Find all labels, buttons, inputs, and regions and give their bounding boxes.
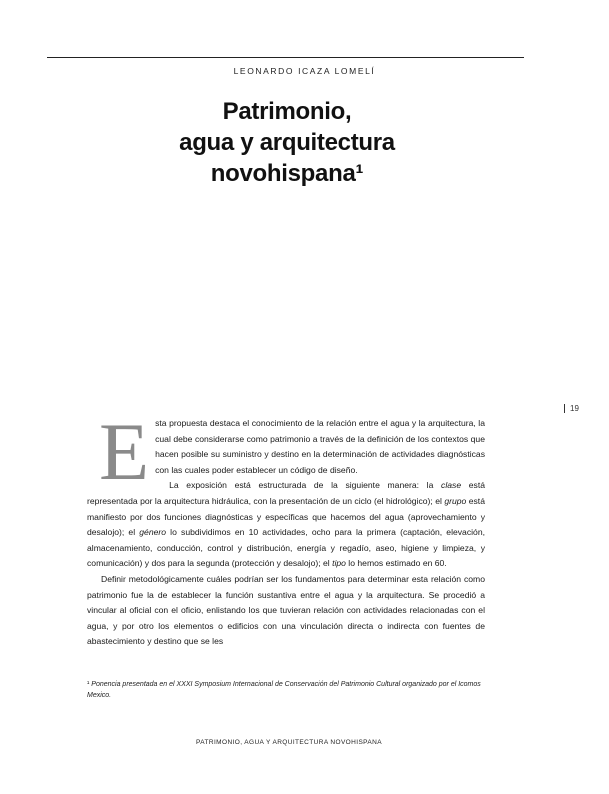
- footnote: [87, 679, 487, 701]
- paragraph-2-text-e: lo hemos estimado en 60.: [345, 558, 447, 569]
- term-grupo: grupo: [444, 495, 467, 506]
- footnote-text: Ponencia presentada en el XXXI Symposium Internacional de Conservación del Patrimonio Cultural organizado por el Icomos Mexico.: [87, 681, 481, 699]
- term-genero: género: [139, 527, 167, 538]
- article-body: [87, 406, 485, 650]
- author-name: LEONARDO ICAZA LOMELÍ: [233, 66, 376, 76]
- drop-cap: E: [99, 406, 150, 497]
- paragraph-2-text-a: La exposición está estructurada de la siguiente manera: la: [169, 480, 442, 491]
- term-clase: clase: [441, 480, 462, 491]
- term-tipo: tipo: [332, 558, 346, 569]
- running-footer: PATRIMONIO, AGUA Y ARQUITECTURA NOVOHISPANA: [196, 739, 382, 746]
- footnote-mark: ¹: [87, 681, 90, 688]
- article-title: [0, 96, 574, 189]
- paragraph-3: Definir metodológicamente cuáles podrían ser los fundamentos para determinar esta relación como patrimonio fue la de establecer la función sustantiva entre el agua y la arquitectura. Se procedió a vincular al oficial con el oficio, enlistando los que tuvieran relación con actividades relacionadas con el agua, y por otro los elementos o edificios con una vinculación directa o indirecta con fuentes de abastecimiento y destino que se les: [87, 573, 485, 647]
- title-line-3: novohispana¹: [210, 160, 364, 187]
- paragraph-1-text: sta propuesta destaca el conocimiento de la relación entre el agua y la arquitectura, la cual debe considerarse como patrimonio a través de la definición de los contextos que hacen posible su suministro y destino en la determinación de actividades diagnósticas con las cuales poder establecer un código de diseño.: [155, 418, 485, 475]
- paragraph-2-text-d: lo subdividimos en 10 actividades, ocho para la primera (captación, elevación, almacenamiento, conducción, control y distribución, energía y regadío, aseo, higiene y limpieza, y comunicación) y dos para la segunda (protección y desalojo); el: [87, 527, 485, 569]
- title-line-1: Patrimonio,: [222, 98, 352, 125]
- title-line-2: agua y arquitectura: [179, 129, 395, 156]
- paragraph-2-text-b: está representada por la arquitectura hidráulica, con la presentación de un ciclo (el hidrológico); el: [87, 480, 485, 506]
- page-number: 19: [564, 404, 579, 413]
- paragraph-2-text-c: está manifiesto por dos funciones diagnósticas y específicas que hacemos del agua (aprovechamiento y desalojo); el: [87, 495, 485, 538]
- header-rule: [47, 57, 524, 58]
